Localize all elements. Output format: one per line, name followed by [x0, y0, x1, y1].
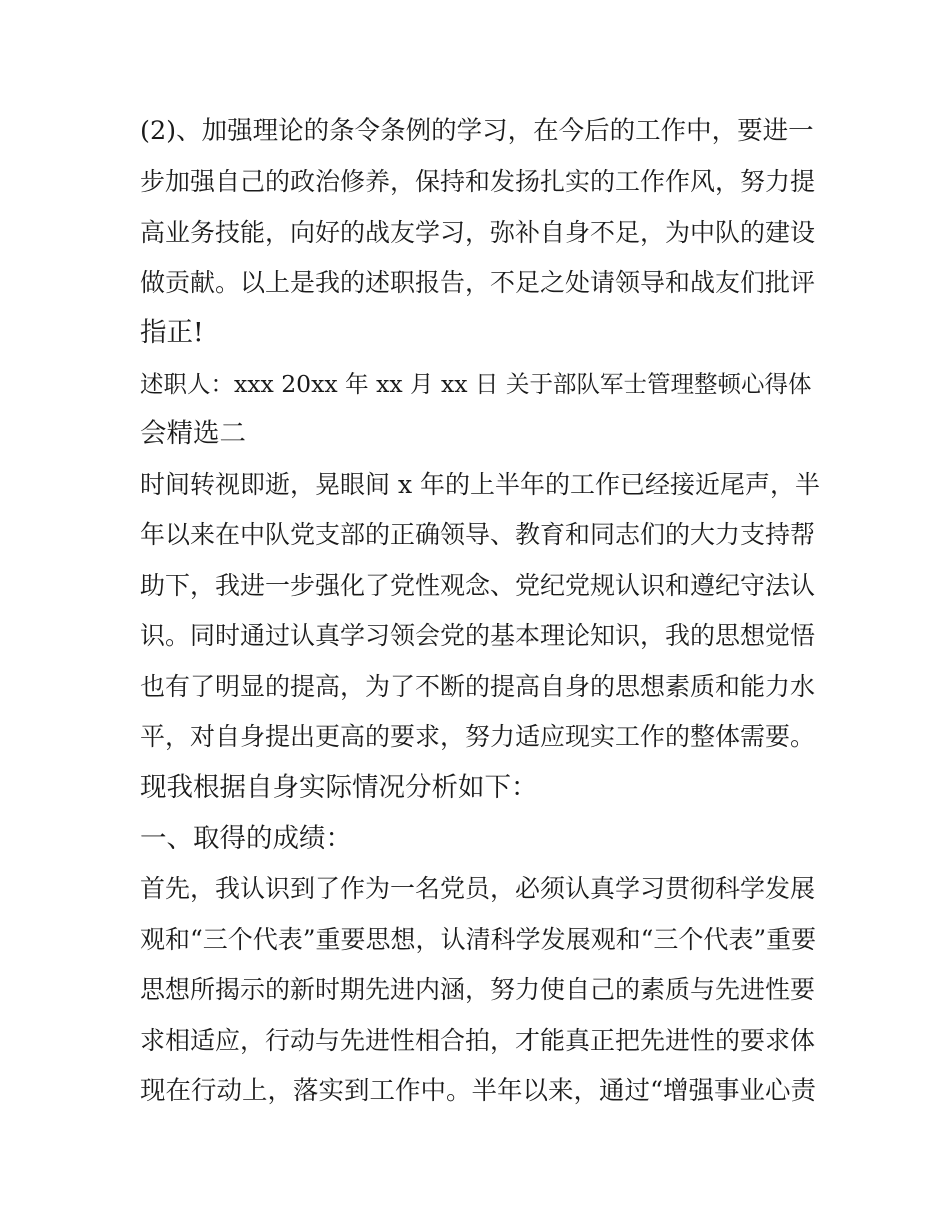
text-line: 指正!: [140, 317, 204, 348]
text-line: 识。同时通过认真学习领会党的基本理论知识，我的思想觉悟: [140, 621, 816, 650]
text-line: 求相适应，行动与先进性相合拍，才能真正把先进性的要求体: [140, 1026, 816, 1055]
text-line: 年以来在中队党支部的正确领导、教育和同志们的大力支持帮: [140, 520, 816, 549]
text-line: 时间转视即逝，晃眼间 x 年的上半年的工作已经接近尾声，半: [140, 470, 820, 499]
text-line: 步加强自己的政治修养，保持和发扬扎实的工作作风，努力提: [140, 167, 816, 196]
text-line: 平，对自身提出更高的要求，努力适应现实工作的整体需要。: [140, 722, 816, 751]
text-line: 观和“三个代表”重要思想，认清科学发展观和“三个代表”重要: [140, 925, 817, 954]
section-heading: 一、取得的成绩：: [140, 823, 352, 854]
signature-and-title-line: 述职人：xxx 20xx 年 xx 月 xx 日 关于部队军士管理整顿心得体: [140, 370, 812, 398]
text-line: 做贡献。以上是我的述职报告，不足之处请领导和战友们批评: [140, 268, 816, 297]
text-line: 助下，我进一步强化了党性观念、党纪党规认识和遵纪守法认: [140, 571, 816, 600]
text-line: 现我根据自身实际情况分析如下：: [140, 772, 538, 803]
text-line: 首先，我认识到了作为一名党员，必须认真学习贯彻科学发展: [140, 874, 816, 903]
title-continuation-line: 会精选二: [140, 418, 246, 449]
text-line: 思想所揭示的新时期先进内涵，努力使自己的素质与先进性要: [140, 975, 816, 1004]
text-line: 高业务技能，向好的战友学习，弥补自身不足，为中队的建设: [140, 218, 816, 247]
text-line: 也有了明显的提高，为了不断的提高自身的思想素质和能力水: [140, 672, 816, 701]
text-line: 现在行动上，落实到工作中。半年以来，通过“增强事业心责: [140, 1076, 817, 1106]
text-line: (2)、加强理论的条令条例的学习，在今后的工作中，要进一: [140, 116, 814, 146]
